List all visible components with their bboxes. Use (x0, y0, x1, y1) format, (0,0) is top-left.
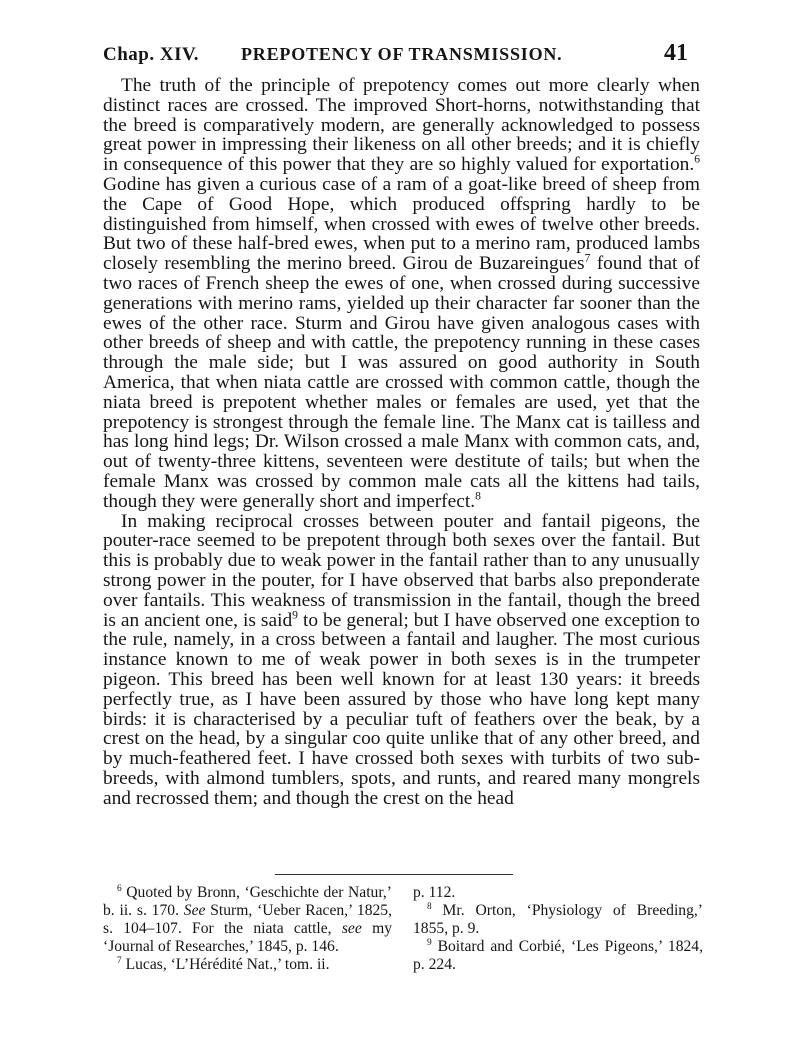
footnote-9: $^9$ Boitard and Corbié, ‘Les Pigeons,’ 1824, p. 224. (413, 937, 703, 973)
chapter-label: Chap. XIV. (103, 44, 199, 65)
footnote-ref-6: 6 (694, 152, 700, 166)
paragraph-pigeons: In making reciprocal crosses between pouter and fantail pigeons, the pouter-race seemed to be prepotent through both sexes over the fantail. But this is probably due to weak power in the fantail rather than to any unusually strong power in the pouter, for I have observed that barbs also preponderate over fantails. This weakness of transmission in the fantail, though the breed is an ancient one, is said$^9$ to be general; but I have observed one exception to the rule, namely, in a cross between a fantail and laugher. The most curious instance known to me of weak power in both sexes is in the trumpeter pigeon. This breed has been well known for at least 130 years: it breeds perfectly true, as I have been assured by those who have long kept many birds: it is characterised by a peculiar tuft of feathers over the beak, by a crest on the head, by a singular coo quite unlike that of any other breed, and by much-feathered feet. I have crossed both sexes with turbits of two sub-breeds, with almond tumblers, spots, and runts, and reared many mongrels and recrossed them; and though the crest on the head (103, 510, 700, 809)
footnote-divider (275, 874, 513, 875)
footnote-7: $^7$ Lucas, ‘L’Hérédité Nat.,’ tom. ii. (117, 955, 330, 973)
paragraph-prepotency-crossed-races: The truth of the principle of prepotency comes out more clearly when distinct races are crossed. The improved Short-horns, notwithstanding that the breed is comparatively modern, are generally acknowledged to possess great power in impressing their likeness on all other breeds; and it is chiefly in consequence of this power that they are so highly valued for exportation.$^6$ Godine has given a curious case of a ram of a goat-like breed of sheep from the Cape of Good Hope, which produced offspring hardly to be distinguished from himself, when crossed with ewes of twelve other breeds. But two of these half-bred ewes, when put to a merino ram, produced lambs closely resembling the merino breed. Girou de Buzareingues$^7$ found that of two races of French sheep the ewes of one, when crossed during successive generations with merino rams, yielded up their character far sooner than the ewes of the other race. Sturm and Girou have given analogous cases with other breeds of sheep and with cattle, the prepotency running in these cases through the male side; but I was assured on good authority in South America, that when niata cattle are crossed with common cattle, though the niata breed is prepotent whether males or females are used, yet that the prepotency is strongest through the female line. The Manx cat is tailless and has long hind legs; Dr. Wilson crossed a male Manx with common cats, and, out of twenty-three kittens, seventeen were destitute of tails; but when the female Manx was crossed by common male cats all the kittens had tails, though they were generally short and imperfect.$^8$ (103, 75, 700, 512)
footnote-ref-9: 9 (292, 608, 298, 622)
running-title: PREPOTENCY OF TRANSMISSION. (241, 44, 563, 64)
footnotes-right-column (413, 884, 703, 974)
footnote-8: $^8$ Mr. Orton, ‘Physiology of Breeding,’ 1855, p. 9. (413, 901, 703, 937)
running-header (103, 40, 688, 70)
footnote-6: $^6$ Quoted by Bronn, ‘Geschichte der Natur,’ b. ii. s. 170. See Sturm, ‘Ueber Racen,’ 1825, s. 104–107. For the niata cattle, see my ‘Journal of Researches,’ 1845, p. 146. (103, 883, 393, 955)
footnotes-left-column (103, 884, 392, 974)
footnote-7-continued: p. 112. (413, 884, 456, 901)
page-number: 41 (664, 40, 688, 66)
footnote-ref-7: 7 (584, 251, 591, 265)
footnote-ref-8: 8 (475, 489, 481, 503)
body-text (103, 76, 700, 808)
